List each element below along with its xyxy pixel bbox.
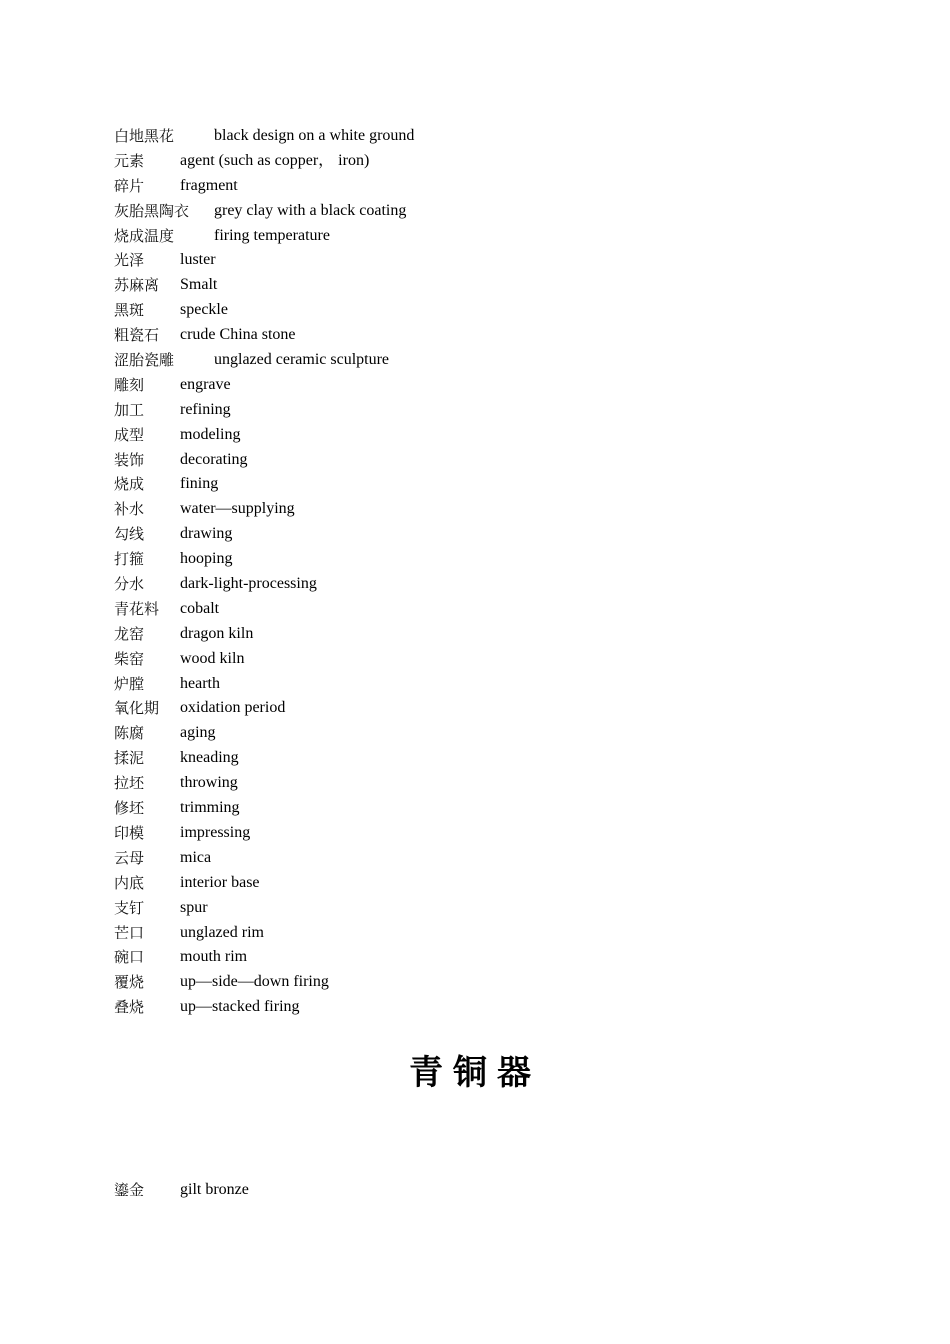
term-chinese: 苏麻离	[114, 276, 160, 295]
ceramics-glossary	[114, 124, 874, 1020]
term-chinese: 氧化期	[114, 699, 160, 718]
term-english: hooping	[180, 550, 233, 568]
glossary-entry	[114, 896, 874, 921]
term-chinese: 白地黑花	[114, 127, 175, 145]
term-chinese: 勾线	[114, 525, 145, 544]
term-chinese: 装饰	[114, 450, 145, 469]
term-chinese: 分水	[114, 575, 145, 594]
term-english: agent (such as copper， iron)	[180, 151, 370, 169]
glossary-entry	[114, 696, 874, 721]
term-chinese: 陈腐	[114, 724, 145, 743]
term-chinese: 元素	[114, 151, 145, 170]
term-chinese: 涩胎瓷雕	[114, 351, 175, 370]
glossary-entry	[114, 398, 874, 423]
term-chinese: 烧成	[114, 475, 145, 494]
glossary-entry	[114, 323, 874, 348]
glossary-entry	[114, 273, 874, 298]
term-chinese: 叠烧	[114, 998, 145, 1017]
term-chinese: 拉坯	[114, 774, 145, 793]
glossary-entry	[114, 373, 874, 398]
term-english: aging	[180, 724, 216, 742]
term-english: Smalt	[180, 276, 218, 294]
glossary-entry	[114, 174, 874, 199]
glossary-entry	[114, 995, 874, 1020]
term-english: firing temperature	[214, 226, 330, 244]
term-english: kneading	[180, 749, 239, 767]
term-chinese: 鎏金	[114, 1181, 145, 1199]
term-chinese: 烧成温度	[114, 226, 175, 245]
term-english: hearth	[180, 674, 220, 692]
term-chinese: 修坯	[114, 799, 145, 818]
term-chinese: 灰胎黑陶衣	[114, 201, 190, 220]
glossary-entry	[114, 547, 874, 572]
term-english: speckle	[180, 301, 228, 319]
term-chinese: 打箍	[114, 550, 145, 569]
term-chinese: 龙窑	[114, 624, 145, 643]
term-chinese: 雕刻	[114, 375, 145, 394]
term-chinese: 碗口	[114, 948, 145, 967]
term-english: unglazed rim	[180, 923, 264, 941]
term-english: trimming	[180, 799, 240, 817]
term-chinese: 柴窑	[114, 649, 145, 668]
term-chinese: 芒口	[114, 923, 145, 942]
term-chinese: 成型	[114, 425, 145, 444]
glossary-entry	[114, 647, 874, 672]
glossary-entry	[114, 124, 874, 149]
glossary-entry	[114, 248, 874, 273]
glossary-entry	[114, 348, 874, 373]
term-english: decorating	[180, 450, 248, 468]
term-english: wood kiln	[180, 649, 245, 667]
term-english: unglazed ceramic sculpture	[214, 351, 390, 369]
term-english: spur	[180, 898, 208, 916]
term-chinese: 黑斑	[114, 301, 145, 320]
term-english: fining	[180, 475, 219, 493]
term-english: grey clay with a black coating	[214, 201, 407, 219]
term-chinese: 碎片	[114, 176, 145, 195]
term-chinese: 支钉	[114, 898, 145, 917]
glossary-entry	[114, 597, 874, 622]
term-english: throwing	[180, 774, 238, 792]
glossary-entry	[114, 298, 874, 323]
glossary-entry	[114, 796, 874, 821]
glossary-entry	[114, 846, 874, 871]
term-english: impressing	[180, 823, 251, 841]
term-english: crude China stone	[180, 326, 296, 344]
term-chinese: 云母	[114, 848, 145, 867]
term-english: gilt bronze	[180, 1181, 249, 1198]
bronze-glossary	[114, 1178, 874, 1203]
glossary-entry	[114, 572, 874, 597]
glossary-entry	[114, 746, 874, 771]
term-english: refining	[180, 400, 231, 418]
glossary-entry	[114, 921, 874, 946]
glossary-entry	[114, 472, 874, 497]
section-title-bronze: 青铜器	[409, 1053, 541, 1093]
glossary-entry	[114, 448, 874, 473]
term-english: cobalt	[180, 599, 220, 617]
term-english: water—supplying	[180, 500, 295, 518]
glossary-entry	[114, 771, 874, 796]
glossary-entry	[114, 721, 874, 746]
term-chinese: 覆烧	[114, 973, 145, 992]
term-english: dark-light-processing	[180, 575, 317, 593]
term-chinese: 印模	[114, 823, 145, 842]
term-chinese: 光泽	[114, 251, 145, 270]
glossary-entry	[114, 497, 874, 522]
term-chinese: 粗瓷石	[114, 326, 160, 345]
glossary-entry	[114, 423, 874, 448]
term-english: mica	[180, 848, 212, 866]
term-chinese: 揉泥	[114, 749, 145, 768]
term-english: mouth rim	[180, 948, 248, 966]
term-english: drawing	[180, 525, 233, 543]
glossary-entry	[114, 672, 874, 697]
term-chinese: 内底	[114, 873, 145, 892]
glossary-entry	[114, 945, 874, 970]
term-english: up—stacked firing	[180, 998, 300, 1016]
glossary-entry	[114, 871, 874, 896]
term-english: interior base	[180, 873, 260, 891]
term-english: fragment	[180, 176, 238, 194]
term-english: modeling	[180, 425, 241, 443]
glossary-entry	[114, 1178, 874, 1203]
glossary-entry	[114, 149, 874, 174]
term-english: luster	[180, 251, 216, 269]
term-chinese: 加工	[114, 400, 145, 419]
glossary-entry	[114, 821, 874, 846]
glossary-entry	[114, 970, 874, 995]
term-chinese: 炉膛	[114, 674, 145, 693]
term-english: engrave	[180, 375, 231, 393]
term-english: up—side—down firing	[180, 973, 329, 991]
glossary-entry	[114, 199, 874, 224]
glossary-entry	[114, 622, 874, 647]
term-english: black design on a white ground	[214, 127, 415, 144]
term-chinese: 补水	[114, 500, 145, 519]
term-english: dragon kiln	[180, 624, 254, 642]
term-english: oxidation period	[180, 699, 286, 717]
glossary-entry	[114, 224, 874, 249]
term-chinese: 青花料	[114, 599, 160, 618]
glossary-entry	[114, 522, 874, 547]
